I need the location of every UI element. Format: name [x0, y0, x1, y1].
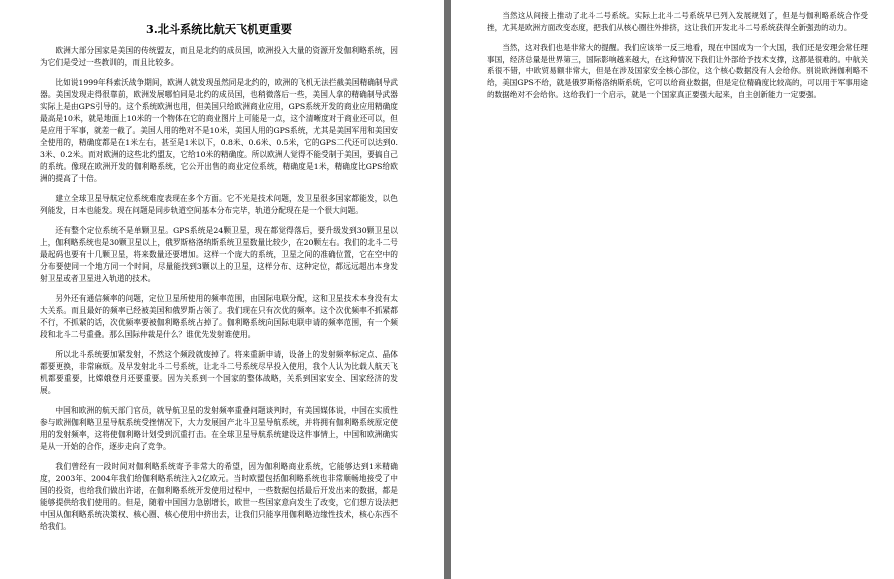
- paragraph: 当然这从间接上推动了北斗二号系统。实际上北斗二号系统早已列入发展规划了，但是与伽利略系统合作受挫，尤其是欧洲方面改变态度，把我们从核心圈往外排挤，这让我们开发北斗二号系统获得全新强劲的动力。: [487, 11, 868, 32]
- page-title: 3.北斗系统比航天飞机更重要: [146, 22, 292, 36]
- paragraph: 所以北斗系统要加紧发射，不然这个频段就废掉了。将来重新申请，设备上的发射频率标定点、晶体都要更换，非常麻烦。及早发射北斗二号系统，让北斗二号系统尽早投入使用，我个人认为比载人航天飞机都要重要，比嫦娥登月还要重要。因为关系到一个国家的整体战略，关系到国家安全、国家经济的发展。: [40, 350, 398, 395]
- paragraph: 比如说1999年科索沃战争期间，欧洲人就发现虽然同是北约的，欧洲的飞机无法拦截美国精确制导武器。美国发现走得很靠前，欧洲发展哪怕同是北约的成员国，也稍微落后一些，美国人拿的精确制导武器实际上是由GPS引导的。这个系统欧洲也用，但美国只给欧洲商业应用，GPS系统开发的商业应用精确度最高是10米，就是地面上10米的一个物体在它的商业图片上可能是一点，这个清晰度对于商业还可以，但是应用于军事，就差一截了。美国人用的绝对不是10米，美国人用的GPS系统，尤其是美国军用和美国安全使用的，精确度都是在1米左右，甚至是1米以下，0.8米、0.6米、0.5米，它的GPS二代还可以达到0.3米、0.2米。而对欧洲的这些北约盟友，它给10米的精确度。所以欧洲人觉得不能受制于美国，要搞自己的系统。像现在欧洲开发的伽利略系统，它公开出售的商业定位系统，精确度是1米，精确度比GPS给欧洲的提高了十倍。: [40, 78, 398, 183]
- paragraph: 当然，这对我们也是非常大的提醒。我们应该举一反三地看，现在中国成为一个大国，我们还是安理会常任理事国，经济总量是世界第三，国际影响越来越大，在这种情况下我们让外部给予技术支撑，这都是很难的。中航关系很不错，中欧贸易额非常大，但是在涉及国家安全核心部位，这个核心数据没有人会给你。别说欧洲伽利略不给，美国GPS不给，就是俄罗斯格洛纳斯系统，它可以给商业数据，但是定位精确度比较高的，可以用于军事用途的数据绝对不会给你。这给我们一个启示，就是一个国家真正要强大起来，自主创新能力一定要强。: [487, 43, 868, 99]
- paragraph: 建立全球卫星导航定位系统难度表现在多个方面。它不光是技术问题，发卫星很多国家都能发，以色列能发，日本也能发。现在问题是同步轨道空间基本分布完毕，轨道分配现在是一个很大问题。: [40, 194, 398, 215]
- paragraph: 我们曾经有一段时间对伽利略系统寄予非常大的希望，因为伽利略商业系统，它能够达到1米精确度，2003年、2004年我们给伽利略系统注入2亿欧元。当时欧盟包括伽利略系统也非常顺畅地接受了中国的投资，也给我们做出许诺，在伽利略系统开发使用过程中，一些数据包括最后开发出来的数据，都是能够提供给我们使用的。但是，随着中国国力急剧增长，欧世一些国家意向发生了改变，它们想方设法把中国从伽利略系统决策权、核心圈、核心使用中挤出去，让我们只能享用伽利略边缘性技术，核心东西不给我们。: [40, 462, 398, 531]
- right-page: [451, 0, 894, 579]
- left-page: [0, 0, 444, 579]
- paragraph: 中国和欧洲的航天部门官员，就导航卫星的发射频率重叠问题谈判时，有美国媒体说，中国在实质性参与欧洲伽利略卫星导航系统受挫情况下，大力发展国产北斗卫星导航系统，并将拥有伽利略系统原定使用的发射频率，这将使伽利略计划受到沉重打击。在全球卫星导航系统建设这件事情上，中国和欧洲确实是从一开始的合作，逐步走向了竞争。: [40, 406, 398, 451]
- paragraph: 欧洲大部分国家是美国的传统盟友，而且是北约的成员国，欧洲投入大量的资源开发伽利略系统，因为它们是受过一些教训的，而且比较多。: [40, 46, 398, 67]
- paragraph: 另外还有通信频率的问题，定位卫星所使用的频率范围，由国际电联分配，这和卫星技术本身没有太大关系。而且最好的频率已经被美国和俄罗斯占领了。我们现在只有次优的频率。这个次优频率不抓紧都不行，不抓紧的话，次优频率要被伽利略系统占掉了。伽利略系统向国际电联申请的频率范围，有一个频段和北斗二号重叠。那么国际仲裁是什么？谁优先发射谁使用。: [40, 294, 398, 339]
- paragraph: 还有整个定位系统不是单颗卫星。GPS系统是24颗卫星，现在都觉得落后，要升级发到30颗卫星以上，伽利略系统也是30颗卫星以上，俄罗斯格洛纳斯系统卫星数量比较少，在20颗左右。我们的北斗二号最起码也要有十几颗卫星，将来数量还要增加。这样一个庞大的系统，卫星之间的准确位置，它在空中的分布要使同一个地方同一个时间，尽量能找到3颗以上的卫星，这样分布、这种定位，都远远超出本身发射卫星或者卫星进入轨道的技术。: [40, 226, 398, 283]
